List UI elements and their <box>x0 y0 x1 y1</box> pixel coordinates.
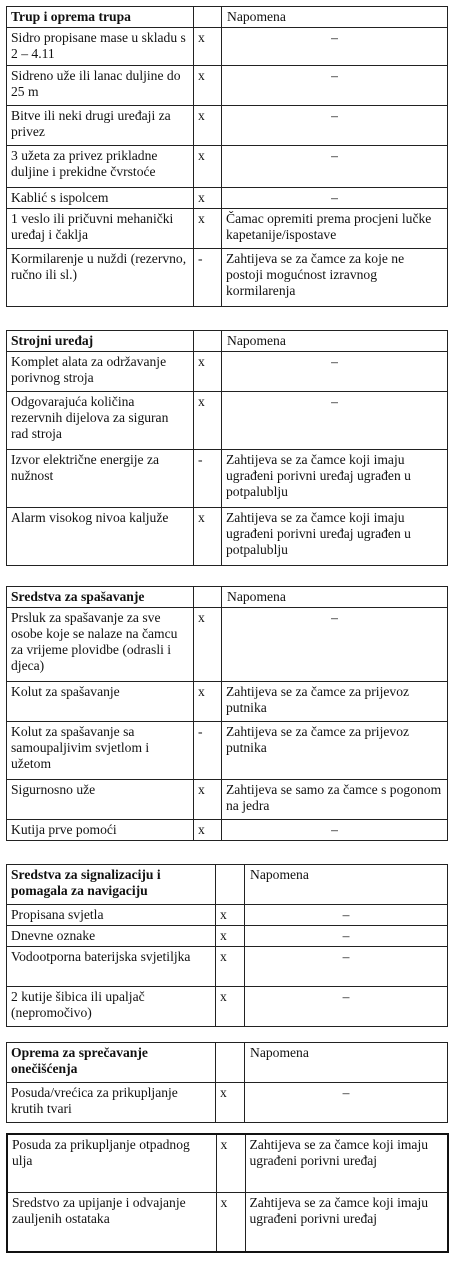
section-title: Trup i oprema trupa <box>7 7 194 28</box>
note-cell: Zahtijeva se za čamce za koje ne postoji mogućnost izravnog kormilarenja <box>222 249 448 307</box>
item-cell: Kolut za spašavanje sa samoupaljivim svjetlom i užetom <box>7 722 194 780</box>
section-title: Sredstva za signalizaciju i pomagala za navigaciju <box>7 865 216 905</box>
note-header: Napomena <box>222 587 448 608</box>
mark-cell: x <box>194 28 222 66</box>
mark-cell: x <box>194 146 222 188</box>
mark-cell: x <box>216 947 245 987</box>
item-cell: Sidro propisane mase u skladu s 2 – 4.11 <box>7 28 194 66</box>
item-cell: 3 užeta za privez prikladne duljine i prekidne čvrstoće <box>7 146 194 188</box>
table-row <box>7 106 448 146</box>
section-header-row <box>7 1043 448 1083</box>
note-cell: – <box>245 947 448 987</box>
item-cell: Alarm visokog nivoa kaljuže <box>7 508 194 566</box>
item-cell: Odgovarajuća količina rezervnih dijelova za siguran rad stroja <box>7 392 194 450</box>
item-cell: Kablić s ispolcem <box>7 188 194 209</box>
item-cell: Komplet alata za održavanje porivnog stroja <box>7 352 194 392</box>
mark-cell: x <box>194 66 222 106</box>
table-row <box>7 249 448 307</box>
mark-cell: x <box>216 1083 245 1123</box>
mark-cell: - <box>194 450 222 508</box>
mark-cell: - <box>194 249 222 307</box>
table-row <box>7 608 448 682</box>
table-row <box>7 987 448 1027</box>
table-row <box>7 508 448 566</box>
mark-cell: x <box>194 352 222 392</box>
note-cell: Čamac opremiti prema procjeni lučke kapetanije/ispostave <box>222 209 448 249</box>
table-row <box>7 146 448 188</box>
section-title: Strojni uređaj <box>7 331 194 352</box>
section-pollution-continued <box>6 1133 449 1253</box>
table-row <box>7 450 448 508</box>
note-cell: – <box>245 926 448 947</box>
item-cell: 1 veslo ili pričuvni mehanički uređaj i čaklja <box>7 209 194 249</box>
section-signalling <box>6 864 448 1027</box>
item-cell: Dnevne oznake <box>7 926 216 947</box>
note-cell: Zahtijeva se za čamce koji imaju ugrađeni porivni uređaj ugrađen u potpalublju <box>222 450 448 508</box>
table-row <box>7 1192 448 1252</box>
item-cell: Sidreno uže ili lanac duljine do 25 m <box>7 66 194 106</box>
item-cell: Propisana svjetla <box>7 905 216 926</box>
table-row <box>7 947 448 987</box>
table-row <box>7 780 448 820</box>
mark-header-cell <box>194 587 222 608</box>
note-header: Napomena <box>245 1043 448 1083</box>
mark-cell: x <box>216 926 245 947</box>
mark-cell: x <box>194 508 222 566</box>
mark-cell: x <box>194 392 222 450</box>
table-row <box>7 392 448 450</box>
note-cell: Zahtijeva se za čamce koji imaju ugrađeni porivni uređaj <box>245 1134 448 1192</box>
table-row <box>7 209 448 249</box>
note-cell: – <box>222 608 448 682</box>
note-header: Napomena <box>245 865 448 905</box>
item-cell: Kormilarenje u nuždi (rezervno, ručno ili sl.) <box>7 249 194 307</box>
section-engine <box>6 330 448 566</box>
mark-cell: x <box>216 905 245 926</box>
mark-cell: x <box>194 209 222 249</box>
mark-header-cell <box>216 865 245 905</box>
mark-cell: x <box>194 188 222 209</box>
mark-cell: x <box>194 608 222 682</box>
mark-cell: x <box>194 820 222 841</box>
note-cell: – <box>222 106 448 146</box>
item-cell: Posuda/vrećica za prikupljanje krutih tvari <box>7 1083 216 1123</box>
section-header-row <box>7 7 448 28</box>
mark-cell: x <box>194 106 222 146</box>
table-row <box>7 352 448 392</box>
section-header-row <box>7 587 448 608</box>
mark-cell: - <box>194 722 222 780</box>
item-cell: Prsluk za spašavanje za sve osobe koje se nalaze na čamcu za vrijeme plovidbe (odrasli i djeca) <box>7 608 194 682</box>
section-header-row <box>7 865 448 905</box>
mark-header-cell <box>216 1043 245 1083</box>
table-row <box>7 905 448 926</box>
note-cell: – <box>222 820 448 841</box>
section-header-row <box>7 331 448 352</box>
item-cell: 2 kutije šibica ili upaljač (nepromočivo) <box>7 987 216 1027</box>
note-cell: – <box>245 905 448 926</box>
item-cell: Kutija prve pomoći <box>7 820 194 841</box>
item-cell: Sredstvo za upijanje i odvajanje zauljenih ostataka <box>7 1192 216 1252</box>
note-cell: – <box>245 987 448 1027</box>
note-cell: – <box>222 28 448 66</box>
table-row <box>7 28 448 66</box>
mark-cell: x <box>216 1192 245 1252</box>
section-lifesaving <box>6 586 448 841</box>
item-cell: Kolut za spašavanje <box>7 682 194 722</box>
section-pollution-prevention <box>6 1042 448 1123</box>
mark-cell: x <box>216 1134 245 1192</box>
mark-cell: x <box>216 987 245 1027</box>
item-cell: Posuda za prikupljanje otpadnog ulja <box>7 1134 216 1192</box>
item-cell: Sigurnosno uže <box>7 780 194 820</box>
mark-header-cell <box>194 331 222 352</box>
item-cell: Bitve ili neki drugi uređaji za privez <box>7 106 194 146</box>
note-cell: – <box>222 188 448 209</box>
note-cell: – <box>222 66 448 106</box>
table-row <box>7 188 448 209</box>
note-cell: Zahtijeva se za čamce za prijevoz putnika <box>222 722 448 780</box>
item-cell: Vodootporna baterijska svjetiljka <box>7 947 216 987</box>
table-row <box>7 722 448 780</box>
mark-cell: x <box>194 682 222 722</box>
table-row <box>7 66 448 106</box>
table-row <box>7 1083 448 1123</box>
table-row <box>7 1134 448 1192</box>
note-cell: Zahtijeva se za čamce koji imaju ugrađeni porivni uređaj ugrađen u potpalublju <box>222 508 448 566</box>
item-cell: Izvor električne energije za nužnost <box>7 450 194 508</box>
section-hull-equipment <box>6 6 448 307</box>
table-row <box>7 682 448 722</box>
table-row <box>7 820 448 841</box>
note-cell: – <box>245 1083 448 1123</box>
note-cell: Zahtijeva se za čamce za prijevoz putnika <box>222 682 448 722</box>
table-row <box>7 926 448 947</box>
note-header: Napomena <box>222 331 448 352</box>
note-cell: Zahtijeva se samo za čamce s pogonom na jedra <box>222 780 448 820</box>
section-title: Sredstva za spašavanje <box>7 587 194 608</box>
note-cell: – <box>222 352 448 392</box>
mark-header-cell <box>194 7 222 28</box>
note-cell: Zahtijeva se za čamce koji imaju ugrađeni porivni uređaj <box>245 1192 448 1252</box>
note-cell: – <box>222 146 448 188</box>
note-cell: – <box>222 392 448 450</box>
note-header: Napomena <box>222 7 448 28</box>
mark-cell: x <box>194 780 222 820</box>
section-title: Oprema za sprečavanje onečišćenja <box>7 1043 216 1083</box>
